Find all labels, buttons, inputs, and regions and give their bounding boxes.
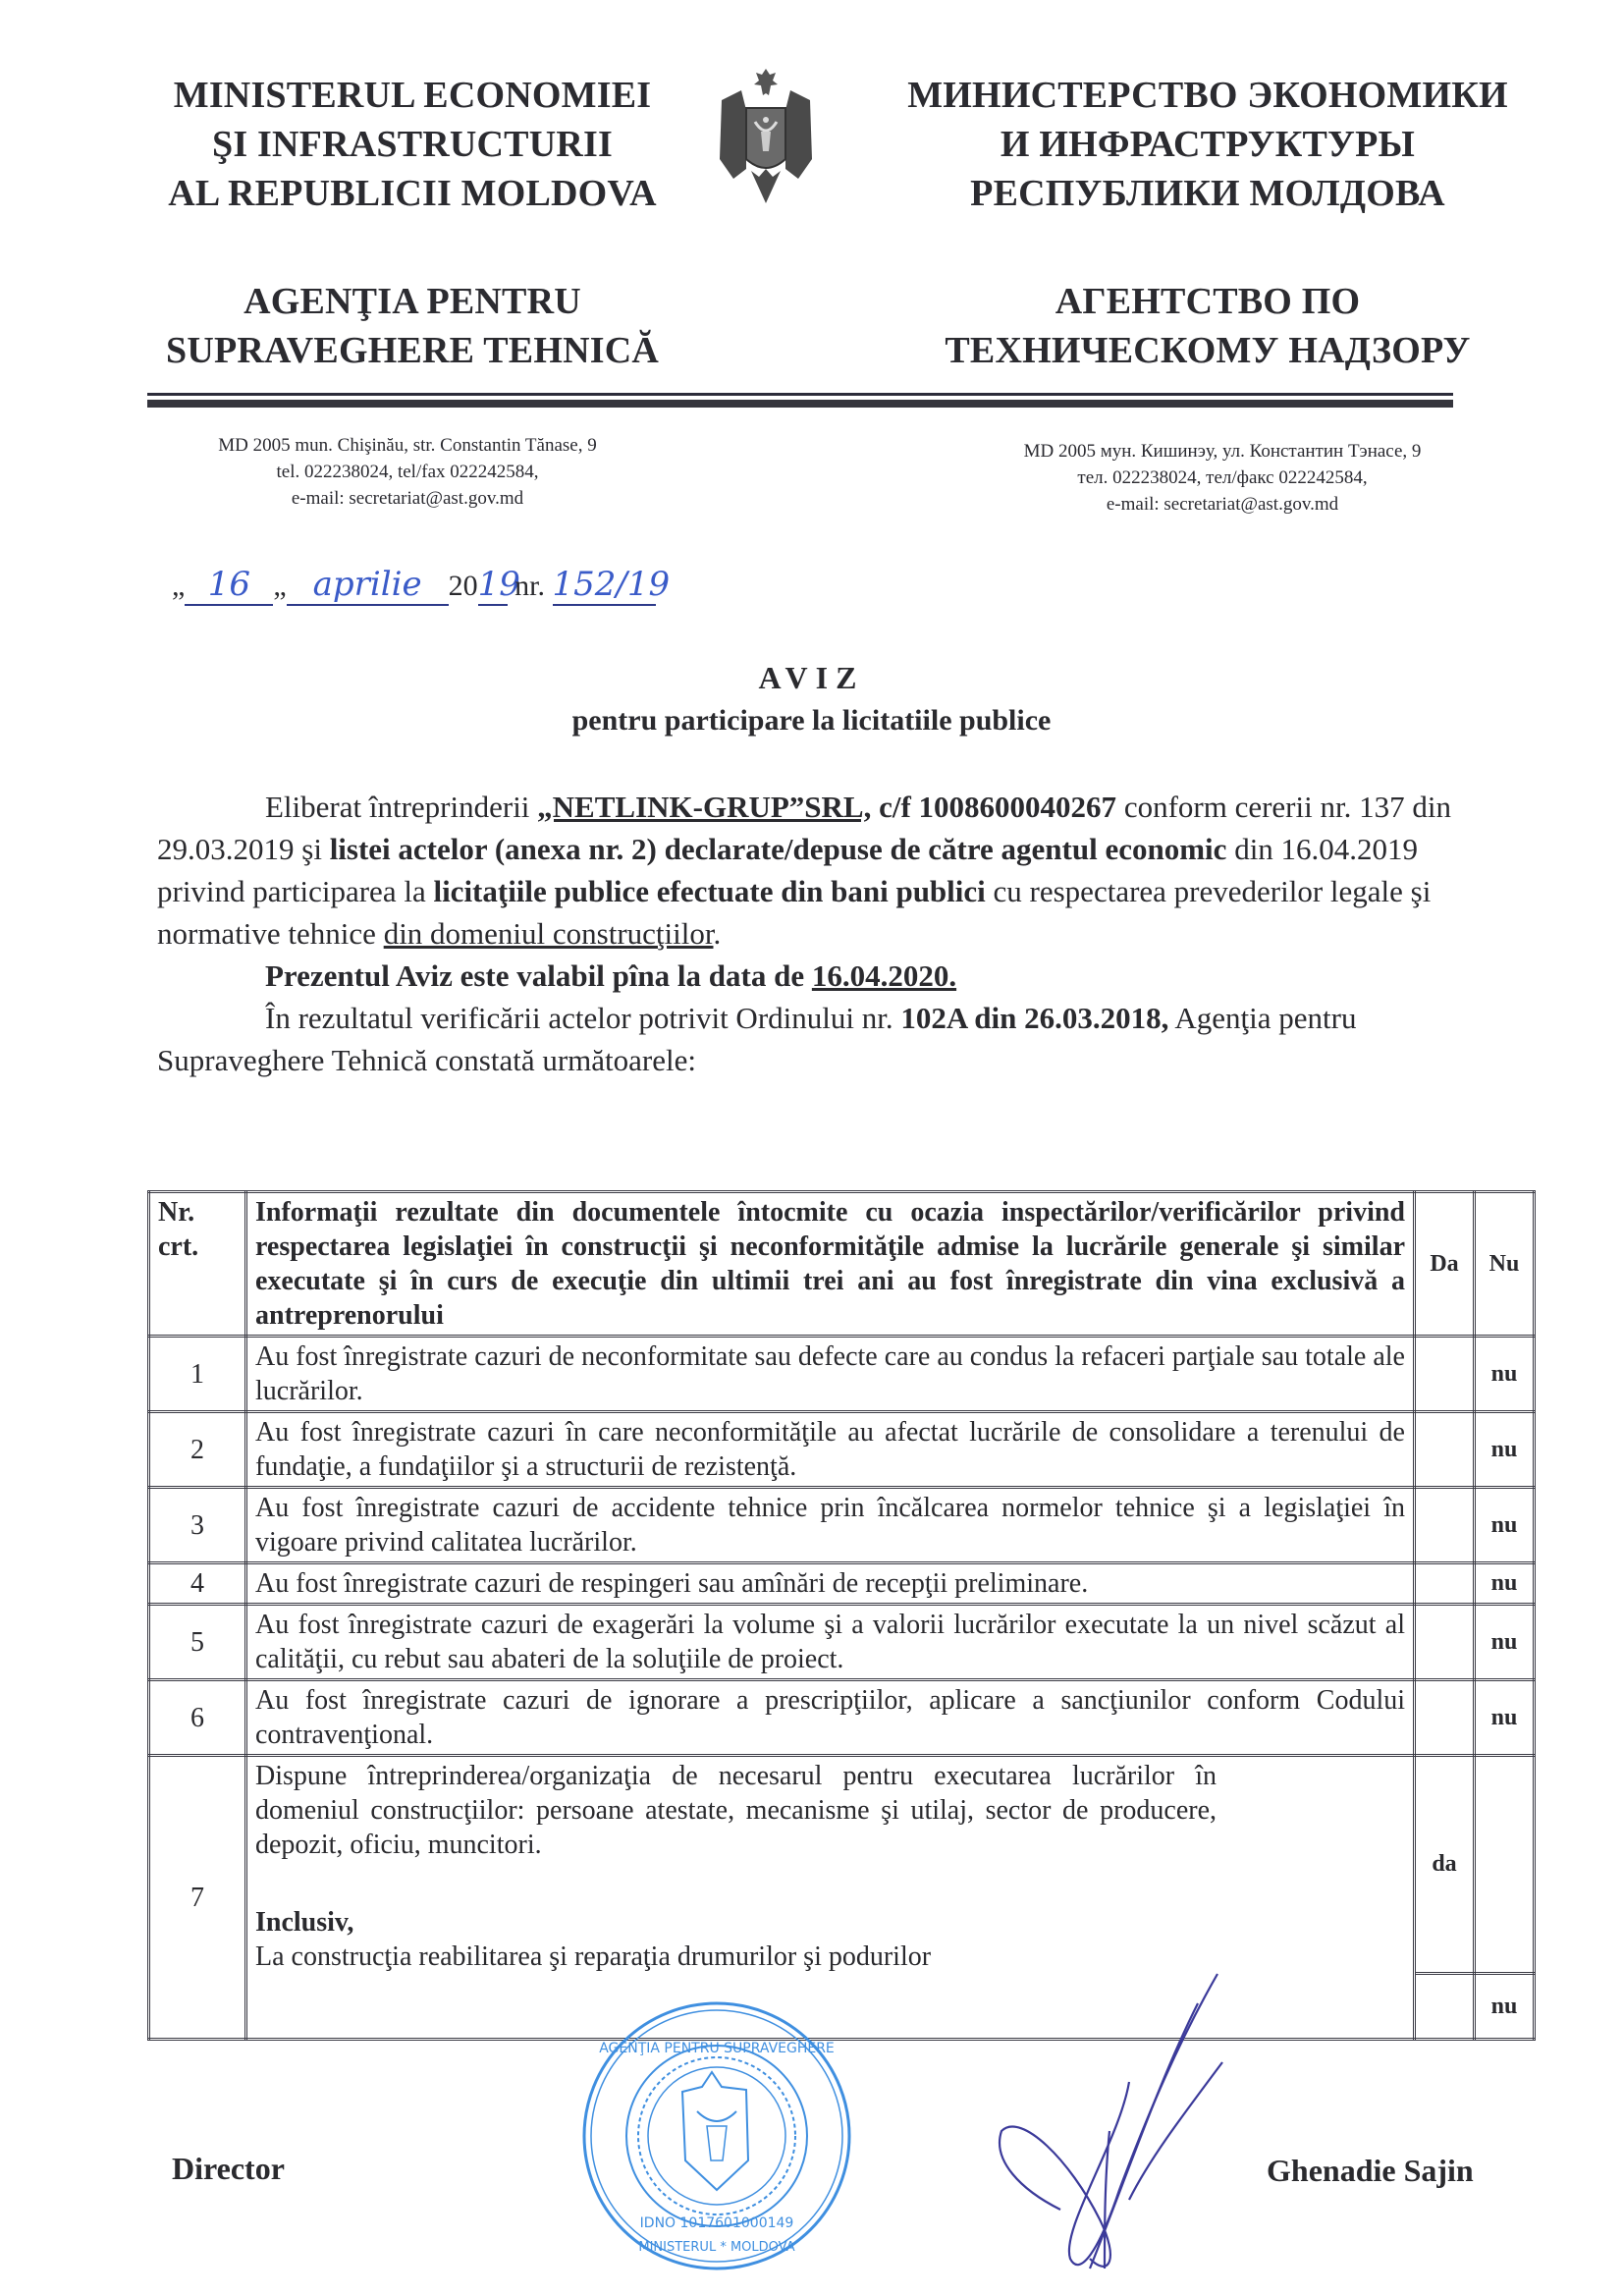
- svg-text:MINISTERUL * MOLDOVA: MINISTERUL * MOLDOVA: [638, 2240, 795, 2255]
- svg-text:IDNO 1017601000149: IDNO 1017601000149: [639, 2215, 794, 2231]
- date-month: aprilie: [287, 565, 449, 606]
- validity-paragraph: [157, 955, 1492, 997]
- row7-main-text: Dispune întreprinderea/organizaţia de necesarul pentru executarea lucrărilor în domeniul construcţiilor: persoane atestate, mecanisme şi utilaj, sector de producere, depozit, oficiu, muncitori.: [255, 1761, 1217, 1860]
- findings-table: [147, 1190, 1536, 2041]
- table-row: [149, 1563, 1535, 1605]
- agency-name-ru: [864, 277, 1551, 375]
- ministry-line: MINISTERUL ECONOMIEI: [173, 75, 652, 116]
- text: Agenţia pentru Supraveghere Tehnică constată următoarele:: [157, 1001, 1357, 1077]
- header-divider-thick: [147, 400, 1453, 408]
- agency-line: AGENŢIA PENTRU: [243, 281, 581, 322]
- row-da: da: [1415, 1756, 1475, 1974]
- row-da: [1415, 1563, 1475, 1605]
- ministry-line: РЕСПУБЛИКИ МОЛДОВА: [970, 173, 1445, 214]
- table-row: [149, 1605, 1535, 1680]
- text-underlined: din domeniul construcţiilor: [383, 916, 714, 951]
- header-nr: Nr. crt.: [149, 1192, 246, 1337]
- text: În rezultatul verificării actelor potrivit Ordinului nr.: [265, 1001, 901, 1035]
- address-ro: [147, 432, 668, 512]
- row-da: [1415, 1680, 1475, 1756]
- row7-sub-text: La construcţia reabilitarea şi reparaţia drumurilor şi podurilor: [255, 1941, 932, 1972]
- address-line: тел. 022238024, тел/факс 022242584,: [1077, 467, 1368, 488]
- row-da: [1415, 1412, 1475, 1488]
- ministry-line: МИНИСТЕРСТВО ЭКОНОМИКИ: [907, 75, 1508, 116]
- table-row: [149, 1756, 1535, 1974]
- agency-line: SUPRAVEGHERE TEHNICĂ: [166, 330, 659, 371]
- document-body: [157, 786, 1492, 1081]
- official-round-stamp-icon: [579, 1994, 854, 2278]
- row-nu: [1475, 1756, 1535, 1974]
- row-text: Au fost înregistrate cazuri de exagerări la volume şi a valorii lucrărilor executate la un nivel scăzut al calităţii, cu rebut sau abateri de la soluţiile de proiect.: [246, 1605, 1415, 1680]
- row-number: 2: [149, 1412, 246, 1488]
- row-text: Au fost înregistrate cazuri de accidente tehnice prin încălcarea normelor tehnice şi a legislaţiei în vigoare privind calitatea lucrărilor.: [246, 1488, 1415, 1563]
- subrow-da: [1415, 1974, 1475, 2040]
- ministry-line: И ИНФРАСТРУКТУРЫ: [1000, 124, 1416, 165]
- row-text: Au fost înregistrate cazuri în care neconformităţile au afectat lucrările de consolidare a terenului de fundaţie, a fundaţiilor şi a structurii de rezistenţă.: [246, 1412, 1415, 1488]
- row-text: Au fost înregistrate cazuri de respingeri sau amînări de recepţii preliminare.: [246, 1563, 1415, 1605]
- table-row: [149, 1412, 1535, 1488]
- address-ru: [962, 438, 1483, 518]
- row-da: [1415, 1488, 1475, 1563]
- row-text: Au fost înregistrate cazuri de ignorare a prescripţiilor, aplicare a sancţiunilor conform Codului contravenţional.: [246, 1680, 1415, 1756]
- text-bold: listei actelor (anexa nr. 2) declarate/depuse de către agentul economic: [329, 832, 1227, 866]
- signatory-role: Director: [172, 2151, 285, 2186]
- row-text: Au fost înregistrate cazuri de neconformitate sau defecte care au condus la refaceri parţiale sau totale ale lucrărilor.: [246, 1337, 1415, 1412]
- row-nu: nu: [1475, 1563, 1535, 1605]
- document-subtitle: pentru participare la licitatiile publice: [571, 704, 1052, 737]
- row-number: 5: [149, 1605, 246, 1680]
- row7-sub-label: Inclusiv,: [255, 1907, 354, 1938]
- table-row: [149, 1337, 1535, 1412]
- table-header-row: [149, 1192, 1535, 1337]
- subrow-nu: nu: [1475, 1974, 1535, 2040]
- row-nu: nu: [1475, 1337, 1535, 1412]
- nr-label: nr.: [514, 570, 545, 602]
- ministry-name-ro: [118, 71, 707, 218]
- text: Prezentul Aviz este valabil pîna la data de: [265, 958, 812, 993]
- signatory-name: Ghenadie Sajin: [1267, 2153, 1474, 2188]
- ministry-line: AL REPUBLICII MOLDOVA: [168, 173, 657, 214]
- row-number: 3: [149, 1488, 246, 1563]
- address-line: tel. 022238024, tel/fax 022242584,: [276, 462, 539, 482]
- agency-line: ТЕХНИЧЕСКОМУ НАДЗОРУ: [945, 330, 1471, 371]
- date-year: 19: [477, 565, 520, 604]
- fiscal-code: c/f 1008600040267: [871, 790, 1117, 824]
- header-da: Da: [1415, 1192, 1475, 1337]
- row-nu: nu: [1475, 1680, 1535, 1756]
- row-nu: nu: [1475, 1605, 1535, 1680]
- document-number: 152/19: [552, 565, 671, 604]
- moldova-coat-of-arms-icon: [712, 61, 820, 208]
- row-nu: nu: [1475, 1412, 1535, 1488]
- address-line: e-mail: secretariat@ast.gov.md: [291, 488, 524, 509]
- address-line: MD 2005 мун. Кишинэу, ул. Константин Тэнасе, 9: [1023, 441, 1422, 462]
- header-nu: Nu: [1475, 1192, 1535, 1337]
- row-number: 6: [149, 1680, 246, 1756]
- date-day: 16: [185, 565, 273, 606]
- header-info: Informaţii rezultate din documentele întocmite cu ocazia inspectărilor/verificărilor privind respectarea legislaţiei în construcţii şi neconformităţile admise la lucrările generale şi similar executate şi în curs de execuţie din ultimii trei ani au fost înregistrate din vina exclusivă a antreprenorului: [246, 1192, 1415, 1337]
- address-line: MD 2005 mun. Chişinău, str. Constantin Tănase, 9: [218, 435, 597, 456]
- verification-paragraph: [157, 997, 1492, 1081]
- document-title: AVIZ: [758, 660, 865, 695]
- row-da: [1415, 1337, 1475, 1412]
- ministry-name-ru: [864, 71, 1551, 218]
- row-number: 4: [149, 1563, 246, 1605]
- text: .: [713, 916, 722, 951]
- text: conform cererii nr. 137 din 29.03.2019 şi: [157, 790, 1451, 866]
- row-number: 7: [149, 1756, 246, 2040]
- text: cu respectarea prevederilor legale şi normative tehnice: [157, 874, 1432, 951]
- row-nu: nu: [1475, 1488, 1535, 1563]
- document-dateline: [172, 565, 671, 606]
- quote-mark: „: [172, 570, 186, 602]
- agency-line: АГЕНТСТВО ПО: [1055, 281, 1361, 322]
- validity-date: 16.04.2020.: [811, 958, 957, 993]
- text-bold: licitaţiile publice efectuate din bani publici: [433, 874, 986, 908]
- text: Eliberat întreprinderii: [265, 790, 538, 824]
- issue-paragraph: [157, 786, 1492, 955]
- table-row: [149, 1680, 1535, 1756]
- address-line: e-mail: secretariat@ast.gov.md: [1106, 494, 1339, 515]
- order-reference: 102A din 26.03.2018,: [900, 1001, 1169, 1035]
- svg-text:AGENŢIA PENTRU SUPRAVEGHERE: AGENŢIA PENTRU SUPRAVEGHERE: [599, 2041, 835, 2056]
- text: din 16.04.2019 privind participarea la: [157, 832, 1419, 908]
- row-number: 1: [149, 1337, 246, 1412]
- header-divider-thin: [147, 393, 1453, 396]
- table-row: [149, 1488, 1535, 1563]
- year-prefix: 20: [448, 570, 478, 602]
- ministry-line: ŞI INFRASTRUCTURII: [212, 124, 613, 165]
- quote-mark: „: [273, 570, 287, 602]
- row-da: [1415, 1605, 1475, 1680]
- company-name: „NETLINK-GRUP”SRL,: [537, 790, 872, 824]
- handwritten-signature-icon: [982, 1964, 1237, 2288]
- agency-name-ro: [118, 277, 707, 375]
